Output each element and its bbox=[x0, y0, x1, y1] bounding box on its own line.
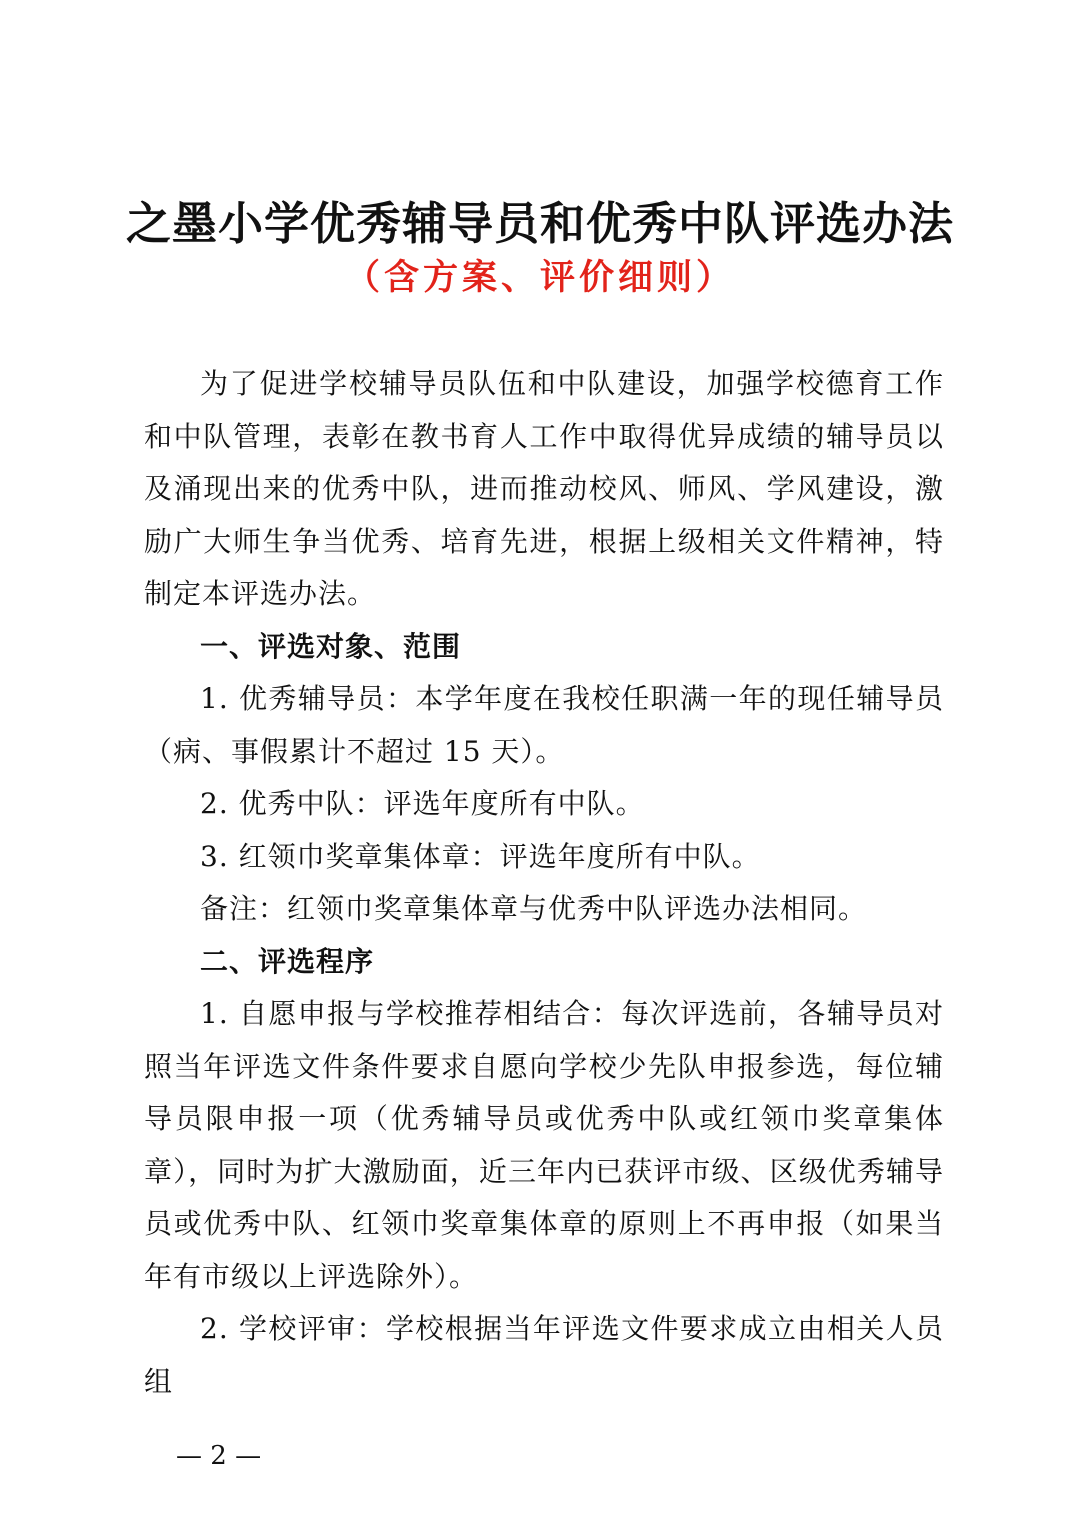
document-subtitle: （含方案、评价细则） bbox=[344, 257, 735, 298]
list-item-red-scarf-medal: 3. 红领巾奖章集体章：评选年度所有中队。 bbox=[200, 839, 761, 873]
section-heading-targets: 一、评选对象、范围 bbox=[200, 629, 462, 663]
intro-paragraph: 为了促进学校辅导员队伍和中队建设，加强学校德育工作和中队管理，表彰在教书育人工作中取得优异成绩的辅导员以及涌现出来的优秀中队，进而推动校风、师风、学风建设，激励广大师生争当优秀、培育先进，根据上级相关文件精神，特制定本评选办法。 bbox=[144, 367, 944, 610]
note-paragraph: 备注：红领巾奖章集体章与优秀中队评选办法相同。 bbox=[200, 892, 868, 925]
procedure-item-review: 2. 学校评审：学校根据当年评选文件要求成立由相关人员组 bbox=[144, 1312, 944, 1398]
section-heading-procedure: 二、评选程序 bbox=[200, 944, 375, 978]
procedure-item-application: 1. 自愿申报与学校推荐相结合：每次评选前，各辅导员对照当年评选文件条件要求自愿向学校少先队申报参选，每位辅导员限申报一项（优秀辅导员或优秀中队或红领巾奖章集体章），同时为扩大激励面，近三年内已获评市级、区级优秀辅导员或优秀中队、红领巾奖章集体章的原则上不再申报（如果当年有市级以上评选除外）。 bbox=[144, 997, 944, 1293]
document-body bbox=[144, 358, 944, 1408]
page-number: — 2 — bbox=[176, 1441, 262, 1471]
list-item-excellent-squad: 2. 优秀中队：评选年度所有中队。 bbox=[200, 787, 645, 820]
list-item-excellent-counselor: 1. 优秀辅导员：本学年度在我校任职满一年的现任辅导员（病、事假累计不超过 15 天）。 bbox=[144, 682, 944, 768]
document-title: 之墨小学优秀辅导员和优秀中队评选办法 bbox=[125, 197, 954, 250]
